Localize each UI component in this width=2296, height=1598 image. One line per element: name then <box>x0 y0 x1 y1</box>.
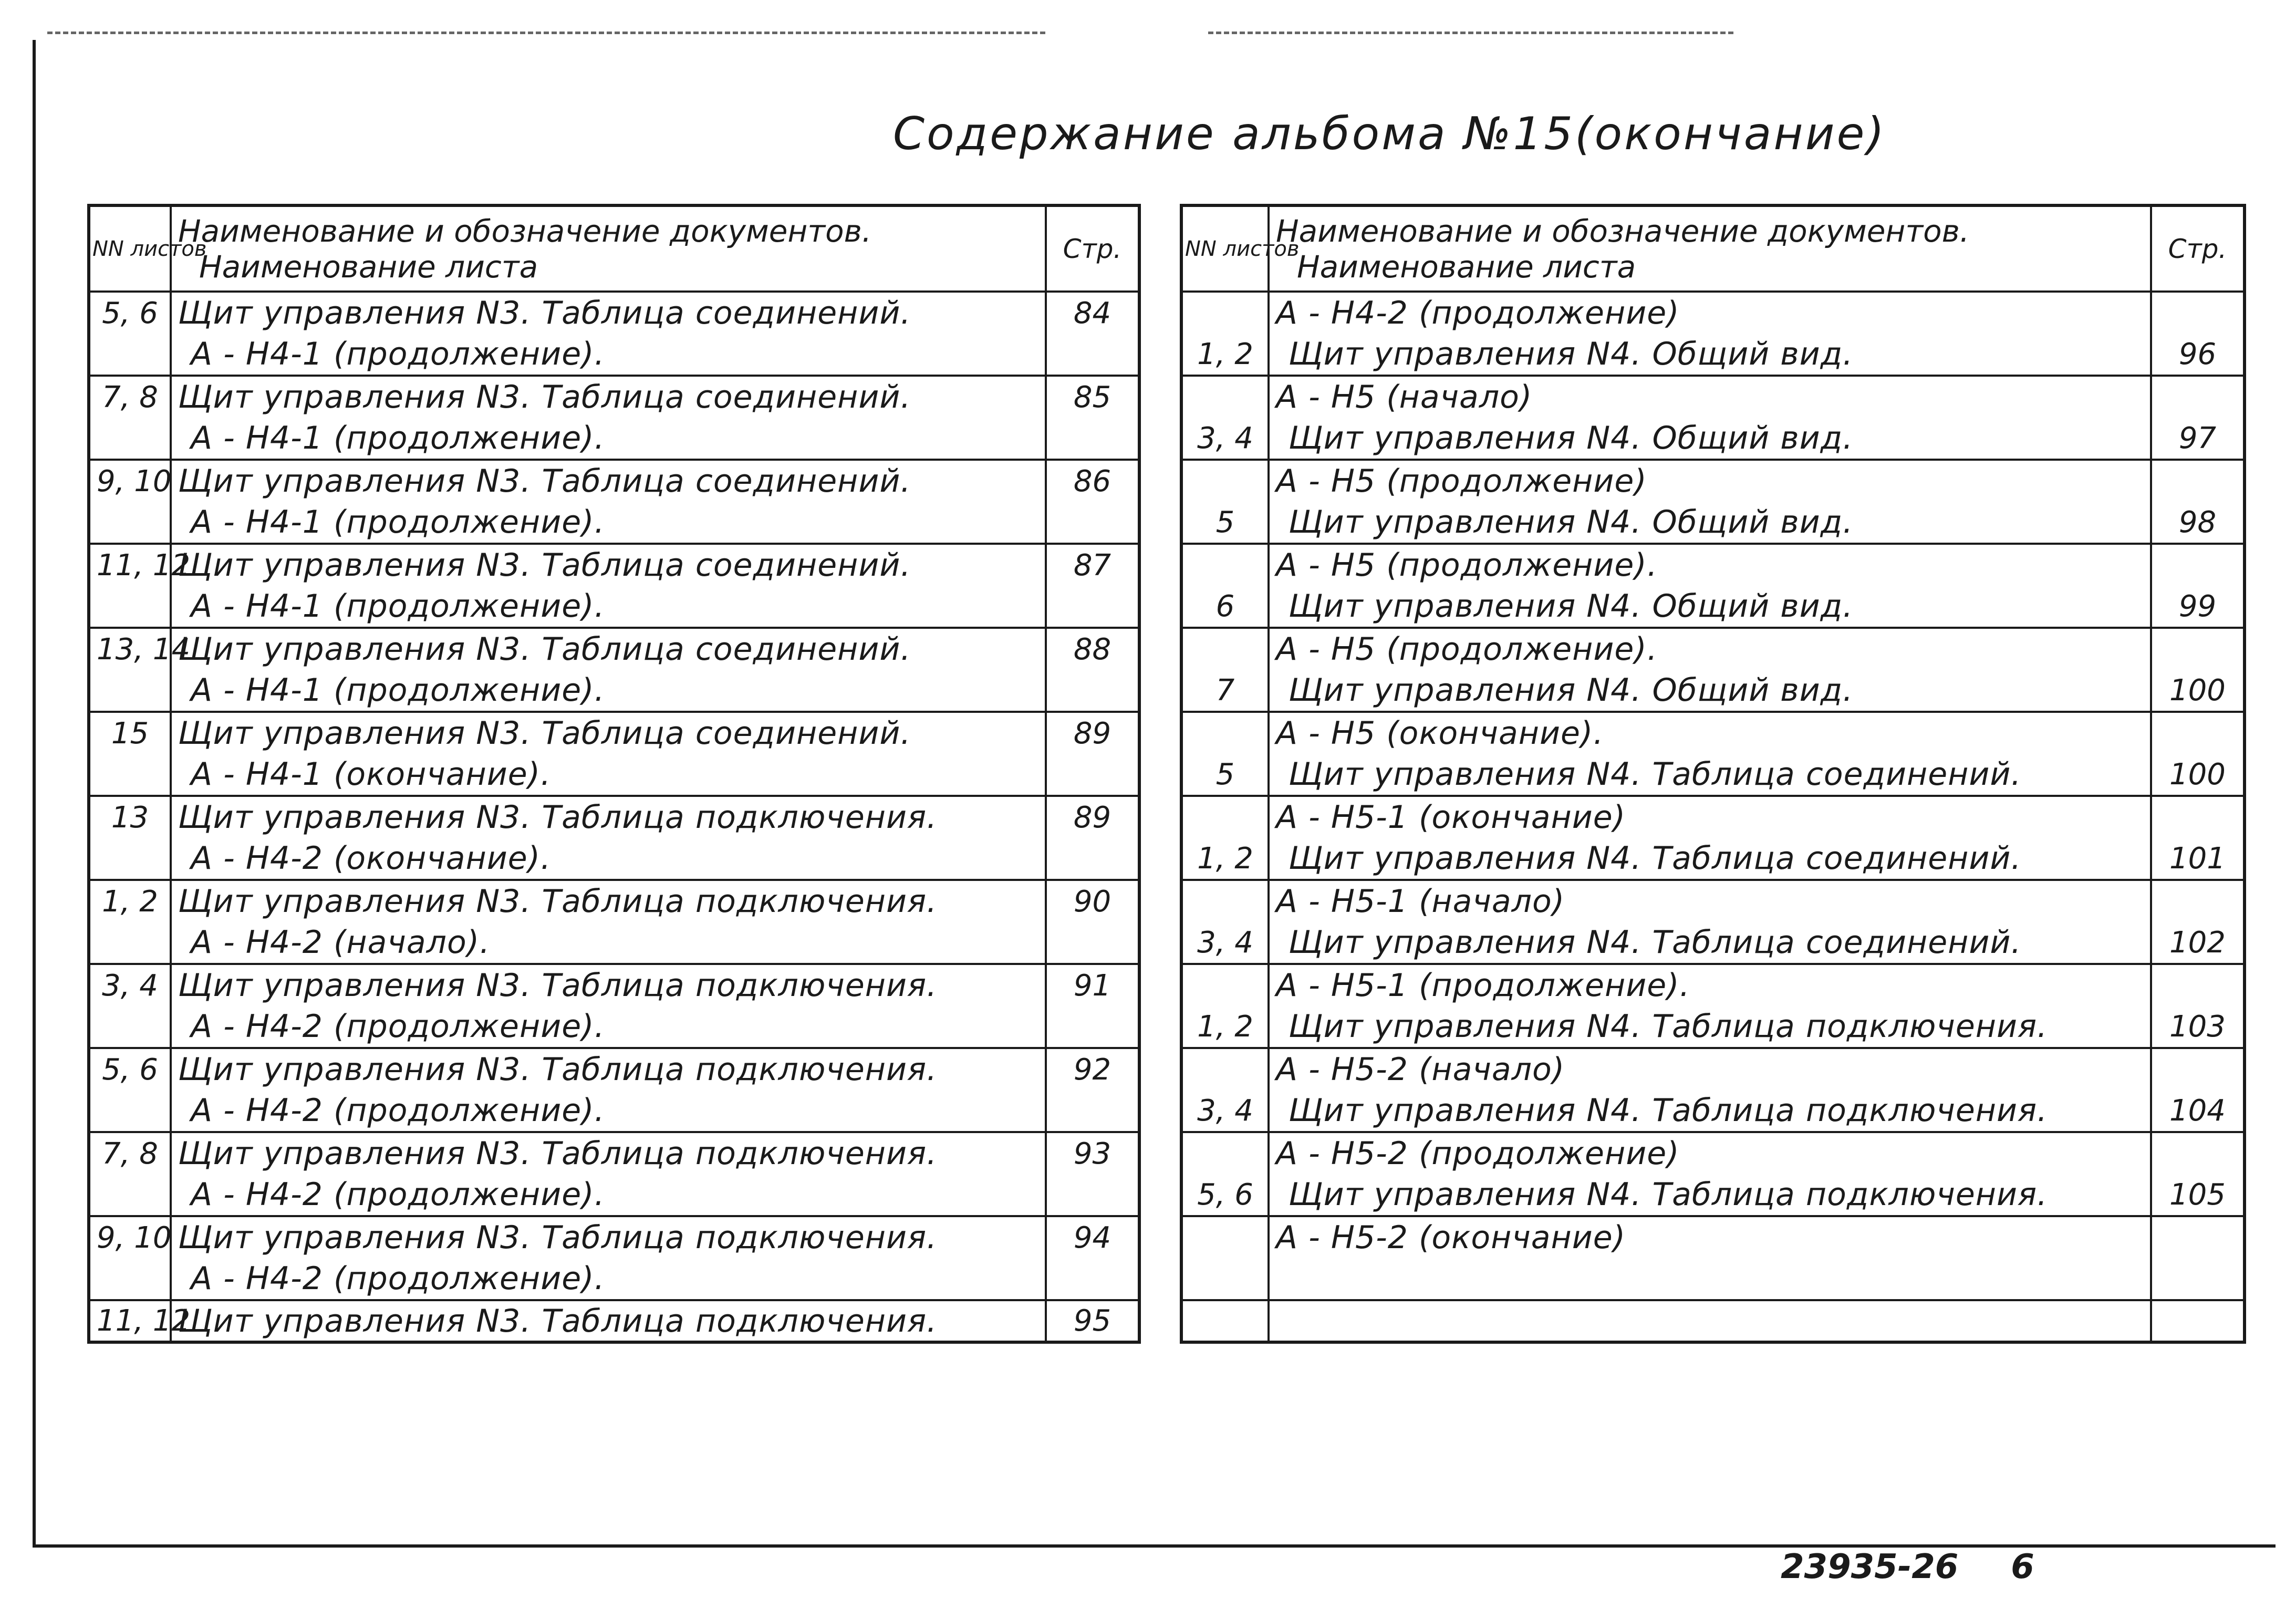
sheet-number-cell: 1, 2 <box>1181 838 1269 880</box>
sheet-number-cell: 13 <box>89 796 171 838</box>
page-number-cell <box>1046 502 1139 544</box>
table-row <box>1181 376 2245 418</box>
document-name-cell: Щит управления N4. Общий вид. <box>1269 418 2151 460</box>
document-name-cell: А - Н4-1 (продолжение). <box>171 418 1046 460</box>
document-name-cell <box>1269 1300 2151 1342</box>
document-name-cell: А - Н5-2 (продолжение) <box>1269 1132 2151 1174</box>
sheet-number-cell <box>1181 1258 1269 1300</box>
page-number-cell <box>2151 880 2245 922</box>
table-row <box>1181 796 2245 838</box>
page-number-cell: 89 <box>1046 796 1139 838</box>
table-row <box>89 1258 1139 1300</box>
sheet-number: 6 <box>2011 1548 2034 1586</box>
table-row <box>1181 334 2245 376</box>
page-number-cell <box>2151 628 2245 670</box>
table-row <box>89 1300 1139 1342</box>
document-name-cell: Щит управления N3. Таблица соединений. <box>171 292 1046 334</box>
header-sheet-numbers: NN листов <box>89 205 171 292</box>
page-number-cell <box>1046 754 1139 796</box>
table-row <box>1181 712 2245 754</box>
header-name-line1: Наименование и обозначение документов. <box>1276 213 1970 249</box>
document-name-cell: Щит управления N3. Таблица подключения. <box>171 796 1046 838</box>
sheet-number-cell <box>89 418 171 460</box>
page-number-cell <box>2151 460 2245 502</box>
table-row <box>1181 1258 2245 1300</box>
page-number-cell <box>2151 712 2245 754</box>
table-row <box>89 1216 1139 1258</box>
page-number-cell <box>2151 964 2245 1006</box>
document-name-cell: Щит управления N3. Таблица подключения. <box>171 1300 1046 1342</box>
table-row <box>89 1006 1139 1048</box>
sheet-number-cell <box>1181 544 1269 586</box>
table-row <box>1181 1174 2245 1216</box>
page-number-cell: 99 <box>2151 586 2245 628</box>
sheet-number-cell <box>89 1258 171 1300</box>
table-row <box>89 334 1139 376</box>
page-number-cell <box>1046 838 1139 880</box>
page-number-cell <box>1046 670 1139 712</box>
contents-table-left <box>87 204 1141 1344</box>
document-name-cell: Щит управления N4. Общий вид. <box>1269 502 2151 544</box>
table-row <box>89 964 1139 1006</box>
page-number-cell: 88 <box>1046 628 1139 670</box>
page-number-cell: 90 <box>1046 880 1139 922</box>
table-row <box>89 1174 1139 1216</box>
document-name-cell: Щит управления N3. Таблица соединений. <box>171 460 1046 502</box>
table-row <box>89 1048 1139 1090</box>
table-row <box>1181 460 2245 502</box>
table-row <box>1181 880 2245 922</box>
page-number-cell <box>2151 292 2245 334</box>
document-name-cell: Щит управления N4. Таблица подключения. <box>1269 1174 2151 1216</box>
sheet-number-cell <box>1181 1132 1269 1174</box>
header-document-name <box>1269 205 2151 292</box>
page-number-cell: 86 <box>1046 460 1139 502</box>
page-number-cell <box>2151 1048 2245 1090</box>
table-row <box>1181 964 2245 1006</box>
sheet-number-cell: 15 <box>89 712 171 754</box>
table-row <box>89 754 1139 796</box>
sheet-number-cell <box>89 1006 171 1048</box>
document-name-cell: А - Н5 (окончание). <box>1269 712 2151 754</box>
page-number-cell: 93 <box>1046 1132 1139 1174</box>
page-number-cell <box>2151 1132 2245 1174</box>
document-name-cell: А - Н4-2 (продолжение). <box>171 1090 1046 1132</box>
table-row <box>89 502 1139 544</box>
table-row <box>89 1090 1139 1132</box>
header-page: Стр. <box>2151 205 2245 292</box>
sheet-number-cell: 1, 2 <box>89 880 171 922</box>
page-number-cell: 91 <box>1046 964 1139 1006</box>
page-number-cell <box>1046 1174 1139 1216</box>
page-number-cell: 87 <box>1046 544 1139 586</box>
document-name-cell: А - Н4-1 (продолжение). <box>171 334 1046 376</box>
page-number-cell: 101 <box>2151 838 2245 880</box>
table-row <box>1181 1006 2245 1048</box>
table-row <box>89 670 1139 712</box>
document-name-cell: Щит управления N4. Общий вид. <box>1269 334 2151 376</box>
top-border-dash <box>1208 32 1733 34</box>
header-document-name <box>171 205 1046 292</box>
table-row <box>89 586 1139 628</box>
document-name-cell: А - Н4-1 (продолжение). <box>171 586 1046 628</box>
sheet-number-cell <box>1181 1048 1269 1090</box>
table-row <box>1181 922 2245 964</box>
page-number-cell: 102 <box>2151 922 2245 964</box>
header-page: Стр. <box>1046 205 1139 292</box>
table-row <box>89 1132 1139 1174</box>
page-number-cell: 94 <box>1046 1216 1139 1258</box>
table-header <box>89 205 1139 292</box>
sheet-number-cell: 1, 2 <box>1181 334 1269 376</box>
sheet-number-cell <box>89 334 171 376</box>
table-row <box>89 418 1139 460</box>
document-name-cell: Щит управления N3. Таблица подключения. <box>171 1048 1046 1090</box>
table-row <box>89 628 1139 670</box>
page-number-cell: 84 <box>1046 292 1139 334</box>
page-number-cell <box>1046 334 1139 376</box>
table-row <box>1181 1090 2245 1132</box>
document-code: 23935-26 <box>1781 1548 1959 1586</box>
sheet-number-cell: 5 <box>1181 754 1269 796</box>
document-name-cell: А - Н4-2 (продолжение). <box>171 1258 1046 1300</box>
page-number-cell: 95 <box>1046 1300 1139 1342</box>
sheet-number-cell: 5, 6 <box>1181 1174 1269 1216</box>
document-name-cell: Щит управления N4. Таблица соединений. <box>1269 922 2151 964</box>
page-number-cell: 92 <box>1046 1048 1139 1090</box>
sheet-number-cell: 7 <box>1181 670 1269 712</box>
contents-table-right <box>1180 204 2246 1344</box>
table-header <box>1181 205 2245 292</box>
sheet-number-cell: 5, 6 <box>89 292 171 334</box>
page-number-cell <box>1046 1090 1139 1132</box>
document-name-cell: А - Н4-2 (начало). <box>171 922 1046 964</box>
page-number-cell <box>1046 1258 1139 1300</box>
sheet-number-cell <box>89 754 171 796</box>
document-name-cell: Щит управления N3. Таблица соединений. <box>171 544 1046 586</box>
table-row <box>1181 418 2245 460</box>
sheet-number-cell <box>89 502 171 544</box>
document-name-cell: А - Н4-1 (окончание). <box>171 754 1046 796</box>
table-row <box>89 460 1139 502</box>
document-name-cell: Щит управления N3. Таблица соединений. <box>171 376 1046 418</box>
document-name-cell <box>1269 1258 2151 1300</box>
document-name-cell: А - Н5-1 (окончание) <box>1269 796 2151 838</box>
table-row <box>1181 628 2245 670</box>
sheet-number-cell: 9, 10 <box>89 460 171 502</box>
sheet-number-cell: 5, 6 <box>89 1048 171 1090</box>
sheet-number-cell <box>1181 796 1269 838</box>
sheet-number-cell <box>1181 712 1269 754</box>
document-name-cell: Щит управления N4. Таблица подключения. <box>1269 1006 2151 1048</box>
document-name-cell: А - Н5-1 (начало) <box>1269 880 2151 922</box>
table-row <box>1181 502 2245 544</box>
sheet-number-cell: 6 <box>1181 586 1269 628</box>
page-number-cell <box>2151 544 2245 586</box>
page-number-cell <box>1046 418 1139 460</box>
sheet-number-cell: 1, 2 <box>1181 1006 1269 1048</box>
table-row <box>89 712 1139 754</box>
document-name-cell: Щит управления N4. Общий вид. <box>1269 586 2151 628</box>
sheet-number-cell <box>89 670 171 712</box>
table-row <box>89 292 1139 334</box>
sheet-number-cell: 7, 8 <box>89 376 171 418</box>
header-sheet-numbers: NN листов <box>1181 205 1269 292</box>
page-number-cell: 100 <box>2151 754 2245 796</box>
table-row <box>89 922 1139 964</box>
header-name-line2: Наименование листа <box>199 248 538 285</box>
table-row <box>1181 1300 2245 1342</box>
document-name-cell: Щит управления N3. Таблица подключения. <box>171 880 1046 922</box>
document-name-cell: Щит управления N4. Таблица соединений. <box>1269 838 2151 880</box>
page-number-cell <box>2151 376 2245 418</box>
table-row <box>1181 838 2245 880</box>
sheet-number-cell <box>1181 1216 1269 1258</box>
sheet-number-cell <box>1181 628 1269 670</box>
table-row <box>1181 1216 2245 1258</box>
table-row <box>1181 544 2245 586</box>
sheet-number-cell: 13, 14 <box>89 628 171 670</box>
page-number-cell <box>2151 1216 2245 1258</box>
document-name-cell: А - Н5 (продолжение). <box>1269 628 2151 670</box>
page-number-cell: 89 <box>1046 712 1139 754</box>
sheet-number-cell: 3, 4 <box>1181 922 1269 964</box>
page-number-cell <box>1046 922 1139 964</box>
document-name-cell: Щит управления N3. Таблица подключения. <box>171 964 1046 1006</box>
document-name-cell: А - Н5 (продолжение) <box>1269 460 2151 502</box>
document-name-cell: Щит управления N4. Таблица соединений. <box>1269 754 2151 796</box>
document-name-cell: А - Н5 (начало) <box>1269 376 2151 418</box>
sheet-number-cell <box>1181 460 1269 502</box>
document-name-cell: Щит управления N4. Таблица подключения. <box>1269 1090 2151 1132</box>
page-number-cell <box>1046 586 1139 628</box>
table-row <box>1181 670 2245 712</box>
sheet-number-cell: 3, 4 <box>1181 1090 1269 1132</box>
sheet-number-cell: 11, 12 <box>89 544 171 586</box>
document-name-cell: А - Н4-2 (окончание). <box>171 838 1046 880</box>
table-row <box>1181 586 2245 628</box>
document-name-cell: А - Н4-1 (продолжение). <box>171 502 1046 544</box>
page-number-cell: 104 <box>2151 1090 2245 1132</box>
document-name-cell: Щит управления N4. Общий вид. <box>1269 670 2151 712</box>
document-name-cell: Щит управления N3. Таблица соединений. <box>171 628 1046 670</box>
sheet-number-cell: 7, 8 <box>89 1132 171 1174</box>
sheet-number-cell <box>1181 376 1269 418</box>
table-row <box>89 544 1139 586</box>
page-number-cell <box>2151 1300 2245 1342</box>
document-name-cell: А - Н5-2 (начало) <box>1269 1048 2151 1090</box>
document-name-cell: А - Н5-2 (окончание) <box>1269 1216 2151 1258</box>
header-name-line2: Наименование листа <box>1297 248 1636 285</box>
page-number-cell: 103 <box>2151 1006 2245 1048</box>
document-number <box>1781 1548 2034 1586</box>
page-number-cell <box>2151 1258 2245 1300</box>
sheet-number-cell <box>89 1174 171 1216</box>
sheet-number-cell <box>1181 964 1269 1006</box>
sheet-number-cell: 3, 4 <box>1181 418 1269 460</box>
document-name-cell: А - Н5-1 (продолжение). <box>1269 964 2151 1006</box>
page-number-cell: 100 <box>2151 670 2245 712</box>
table-row <box>89 376 1139 418</box>
header-name-line1: Наименование и обозначение документов. <box>178 213 872 249</box>
document-name-cell: А - Н5 (продолжение). <box>1269 544 2151 586</box>
document-name-cell: А - Н4-2 (продолжение) <box>1269 292 2151 334</box>
sheet-number-cell: 11, 12 <box>89 1300 171 1342</box>
table-row <box>89 838 1139 880</box>
table-row <box>1181 1132 2245 1174</box>
sheet-number-cell <box>1181 880 1269 922</box>
document-name-cell: А - Н4-2 (продолжение). <box>171 1006 1046 1048</box>
page-number-cell: 96 <box>2151 334 2245 376</box>
page-number-cell: 98 <box>2151 502 2245 544</box>
document-name-cell: Щит управления N3. Таблица подключения. <box>171 1132 1046 1174</box>
sheet-number-cell: 9, 10 <box>89 1216 171 1258</box>
page-number-cell <box>2151 796 2245 838</box>
document-name-cell: Щит управления N3. Таблица подключения. <box>171 1216 1046 1258</box>
sheet-number-cell <box>89 586 171 628</box>
page-number-cell <box>1046 1006 1139 1048</box>
table-row <box>89 880 1139 922</box>
document-name-cell: Щит управления N3. Таблица соединений. <box>171 712 1046 754</box>
sheet-number-cell <box>89 922 171 964</box>
sheet-number-cell: 5 <box>1181 502 1269 544</box>
sheet-number-cell <box>1181 1300 1269 1342</box>
sheet-number-cell <box>89 838 171 880</box>
sheet-number-cell <box>1181 292 1269 334</box>
sheet-number-cell <box>89 1090 171 1132</box>
top-border-dash <box>47 32 1045 34</box>
page-number-cell: 85 <box>1046 376 1139 418</box>
document-name-cell: А - Н4-1 (продолжение). <box>171 670 1046 712</box>
document-name-cell: А - Н4-2 (продолжение). <box>171 1174 1046 1216</box>
table-row <box>1181 292 2245 334</box>
table-row <box>89 796 1139 838</box>
table-row <box>1181 754 2245 796</box>
sheet-number-cell: 3, 4 <box>89 964 171 1006</box>
page-title: Содержание альбома №15(окончание) <box>893 108 1887 160</box>
page-number-cell: 105 <box>2151 1174 2245 1216</box>
page-number-cell: 97 <box>2151 418 2245 460</box>
table-row <box>1181 1048 2245 1090</box>
